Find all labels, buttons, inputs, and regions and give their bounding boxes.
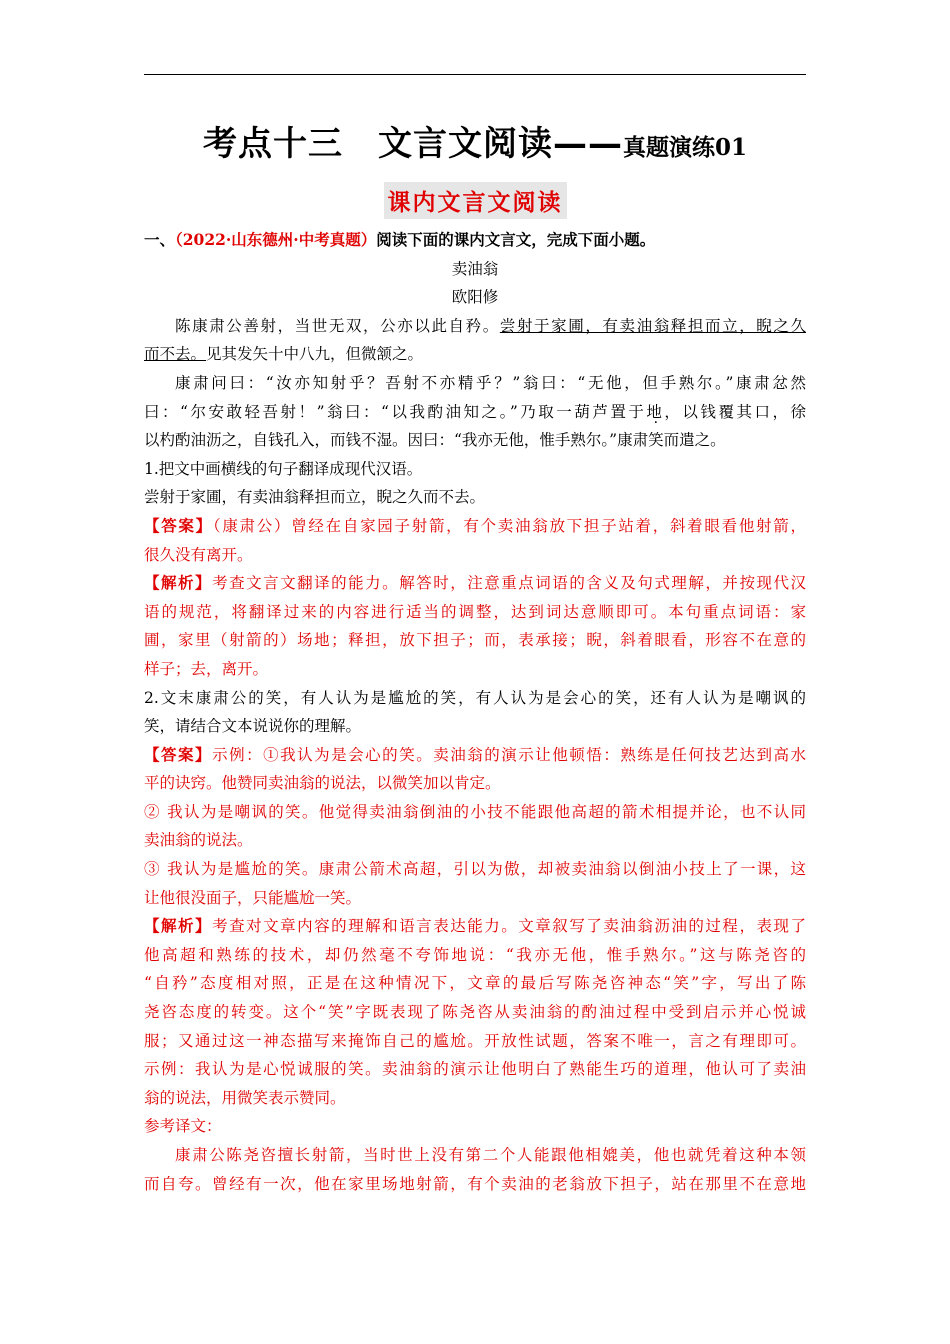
q2-analysis-text-1: 考查对文章内容的理解和语言表达能力。文章叙写了卖油翁沥油的过程，表现了 <box>212 917 806 936</box>
q1-sentence: 尝射于家圃，有卖油翁释担而立，睨之久而不去。 <box>144 488 486 507</box>
q2-answer-line5: ③ 我认为是尴尬的笑。康肃公箭术高超，引以为傲，却被卖油翁以倒油小技上了一课，这 <box>144 860 806 879</box>
q1-analysis-text-1: 考查文言文翻译的能力。解答时，注意重点词语的含义及句式理解，并按现代汉 <box>212 574 806 593</box>
q1-analysis-tag: 【解析】 <box>144 573 213 593</box>
q2-answer-line3: ② 我认为是嘲讽的笑。他觉得卖油翁倒油的小技不能跟他高超的箭术相提并论，也不认同 <box>144 802 806 821</box>
q2-answer-line4: 卖油翁的说法。 <box>144 831 253 850</box>
q2-prompt-line2: 笑，请结合文本说说你的理解。 <box>144 717 362 736</box>
passage-p2-line3 <box>144 426 806 455</box>
p1-underlined-b: 而不去。 <box>144 345 207 364</box>
passage-p1-line2 <box>144 340 806 369</box>
q2-answer-text-1: 示例：①我认为是会心的笑。卖油翁的演示让他顿悟：熟练是任何技艺达到高水 <box>212 745 806 764</box>
q2-analysis-line7: 翁的说法，用微笑表示赞同。 <box>144 1088 346 1107</box>
q2-analysis-line2: 他高超和熟练的技术，却仍然毫不夸饰地说：“我亦无他，惟手熟尔。”这与陈尧咨的 <box>144 945 806 964</box>
q1-answer-text-1: （康肃公）曾经在自家园子射箭，有个卖油翁放下担子站着，斜着眼看他射箭， <box>212 516 806 535</box>
passage-author: 欧阳修 <box>451 288 499 307</box>
p2-line3-a: 以杓酌油沥之，自钱孔入，而钱不湿。因曰：“我亦无他，惟手熟尔。”康肃 <box>144 431 649 450</box>
q2-analysis-line3: “自矜”态度相对照，正是在这种情况下，文章的最后写陈尧咨神态“笑”字，写出了陈 <box>144 974 806 993</box>
title-dash: —— <box>552 124 623 164</box>
q2-answer-tag: 【答案】 <box>144 744 213 764</box>
p1-lead: 陈康肃公善射，当世无双，公亦以此自矜。 <box>175 316 500 335</box>
q2-analysis-line6: 示例：我认为是心悦诚服的笑。卖油翁的演示让他明白了熟能生巧的道理，他认可了卖油 <box>144 1060 806 1079</box>
title-main: 考点十三 文言文阅读 <box>202 124 553 164</box>
q1-answer-tag: 【答案】 <box>144 515 213 535</box>
q1-analysis-line4: 样子；去，离开。 <box>144 659 269 678</box>
translation-label: 参考译文： <box>144 1117 222 1136</box>
p2-line3-b: 而遣之。 <box>663 431 726 450</box>
q1-analysis-line3: 圃，家里（射箭的）场地；释担，放下担子；而，表承接；睨，斜着眼看，形容不在意的 <box>144 631 806 650</box>
q1-answer-line2: 很久没有离开。 <box>144 545 253 564</box>
section-label: 课内文言文阅读 <box>384 182 567 219</box>
q1-answer-line1 <box>144 512 806 541</box>
question-number: 一、 <box>144 230 176 249</box>
title-sub: 真题演练01 <box>622 134 747 161</box>
translation-line1: 康肃公陈尧咨擅长射箭，当时世上没有第二个人能跟他相媲美，他也就凭着这种本领 <box>175 1146 806 1164</box>
translation-line2: 而自夸。曾经有一次，他在家里场地射箭，有个卖油的老翁放下担子，站在那里不在意地 <box>144 1174 806 1193</box>
passage-p1-line1 <box>144 312 806 341</box>
question-intro <box>144 226 806 255</box>
q2-analysis-line5: 服；又通过这一神态描写来掩饰自己的尴尬。开放性试题，答案不唯一，言之有理即可。 <box>144 1031 806 1050</box>
q2-analysis-tag: 【解析】 <box>144 916 213 936</box>
passage-title: 卖油翁 <box>451 259 499 278</box>
p1-underlined-a: 尝射于家圃，有卖油翁释担而立，睨之久 <box>499 316 806 335</box>
p2-dotted-char: 笑 <box>648 431 664 450</box>
header-rule <box>144 74 806 75</box>
passage-p2-line1: 康肃问曰：“汝亦知射乎？吾射不亦精乎？”翁曰：“无他，但手熟尔。”康肃忿然 <box>175 373 806 392</box>
q2-analysis-line4: 尧咨态度的转变。这个“笑”字既表现了陈尧咨从卖油翁的酌油过程中受到启示并心悦诚 <box>144 1003 806 1022</box>
q2-prompt-line1: 2.文末康肃公的笑，有人认为是尴尬的笑，有人认为是会心的笑，还有人认为是嘲讽的 <box>144 688 806 707</box>
page-title <box>0 116 950 165</box>
q1-analysis-line2: 语的规范，将翻译过来的内容进行适当的调整，达到词达意顺即可。本句重点词语：家 <box>144 602 806 621</box>
document-body <box>144 226 806 1198</box>
q2-answer-line1 <box>144 741 806 770</box>
q2-answer-line2: 平的诀窍。他赞同卖油翁的说法，以微笑加以肯定。 <box>144 774 501 793</box>
q1-analysis-line1 <box>144 569 806 598</box>
q1-prompt: 1.把文中画横线的句子翻译成现代汉语。 <box>144 459 423 478</box>
q2-analysis-line1 <box>144 912 806 941</box>
question-source: （2022·山东德州·中考真题） <box>175 230 377 249</box>
p1-rest: 见其发矢十中八九，但微颔之。 <box>206 345 424 364</box>
passage-p2-line2: 曰：“尔安敢轻吾射！”翁曰：“以我酌油知之。”乃取一葫芦置于地，以钱覆其口，徐 <box>144 402 806 421</box>
question-instruction: 阅读下面的课内文言文，完成下面小题。 <box>376 230 656 249</box>
section-heading <box>0 182 950 219</box>
q2-answer-line6: 让他很没面子，只能尴尬一笑。 <box>144 888 362 907</box>
